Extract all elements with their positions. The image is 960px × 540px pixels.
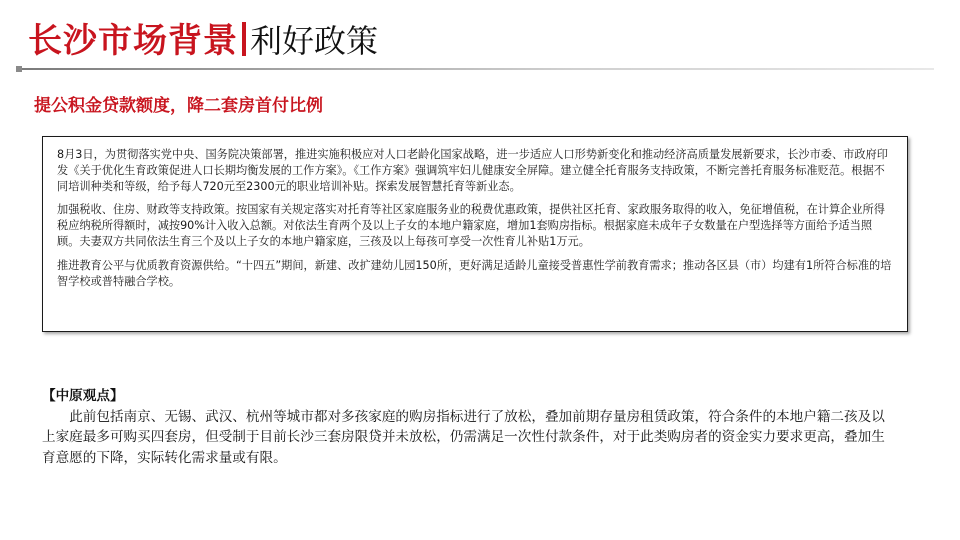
page-title <box>28 21 379 61</box>
page-title-sub: 利好政策 <box>250 22 379 60</box>
policy-paragraph-1: 8月3日，为贯彻落实党中央、国务院决策部署，推进实施积极应对人口老龄化国家战略，进一步适应人口形势新变化和推动经济高质量发展新要求，长沙市委、市政府印发《关于优化生育政策促进人口长期均衡发展的工作方案》。《工作方案》强调筑牢妇儿健康安全屏障。建立健全托育服务支持政策，不断完善托育服务标准贬范。根据不同培训种类和等级，给予每人720元至2300元的职业培训补贴。探索发展智慧托育等新业态。 <box>57 148 888 193</box>
policy-text-box <box>42 136 908 332</box>
page-title-main: 长沙市场背景 <box>28 21 238 61</box>
policy-paragraph-3: 推进教育公平与优质教育资源供给。“十四五”期间，新建、改扩建幼儿园150所，更好满足适龄儿童接受普惠性学前教育需求；推动各区县（市）均建有1所符合标准的培智学校或普特融合学校。 <box>57 258 892 288</box>
viewpoint-text: 此前包括南京、无锡、武汉、杭州等城市都对多孩家庭的购房指标进行了放松，叠加前期存量房租赁政策，符合条件的本地户籍二孩及以上家庭最多可购买四套房，但受制于目前长沙三套房限贷并未放松，仍需满足一次性付款条件，对于此类购房者的资金实力要求更高，叠加生育意愿的下降，实际转化需求量或有限。 <box>42 408 885 466</box>
policy-paragraph-2: 加强税收、住房、财政等支持政策。按国家有关规定落实对托育等社区家庭服务业的税费优惠政策，提供社区托育、家政服务取得的收入，免征增值税，在计算企业所得税应纳税所得额时，减按90%计入收入总额。对依法生育两个及以上子女的本地户籍家庭，增加1套购房指标。根据家庭未成年子女数量在户型选择等方面给予适当照顾。夫妻双方共同依法生育三个及以上子女的本地户籍家庭，三孩及以上每孩可享受一次性育儿补贴1万元。 <box>57 203 885 248</box>
section-heading: 提公积金贷款额度，降二套房首付比例 <box>34 96 323 116</box>
viewpoint-label: 【中原观点】 <box>42 388 124 404</box>
divider-marker <box>16 66 22 72</box>
viewpoint-section <box>42 386 892 468</box>
header-divider <box>16 68 934 70</box>
title-separator <box>242 22 246 56</box>
